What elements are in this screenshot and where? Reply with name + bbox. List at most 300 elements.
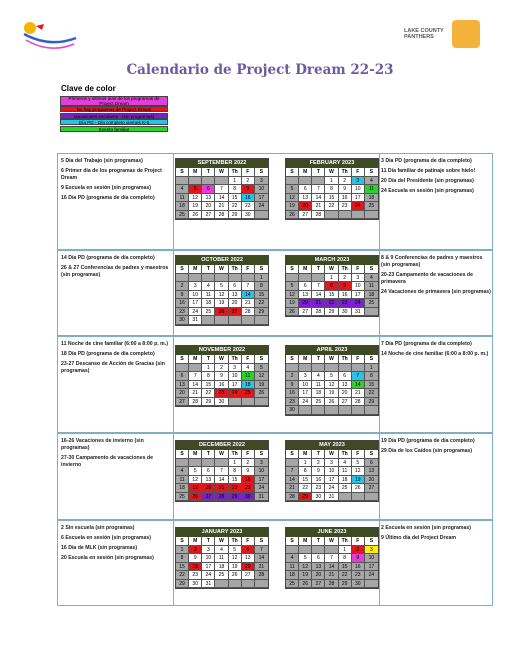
day-cell: 7 bbox=[255, 546, 268, 555]
day-cell: 13 bbox=[202, 194, 215, 203]
day-cell: 14 bbox=[255, 554, 268, 563]
weekday-header: T bbox=[312, 168, 325, 177]
month-calendar bbox=[175, 527, 269, 589]
day-cell: 22 bbox=[202, 389, 215, 398]
day-cell: 24 bbox=[352, 299, 365, 308]
weekday-header: M bbox=[299, 355, 312, 364]
weekday-header: Th bbox=[229, 537, 242, 546]
weekday-header: S bbox=[176, 450, 189, 459]
weekday-header: S bbox=[286, 265, 299, 274]
day-cell: 15 bbox=[176, 563, 189, 572]
day-cell: 17 bbox=[299, 389, 312, 398]
weekday-header: T bbox=[202, 450, 215, 459]
day-cell: 22 bbox=[229, 202, 242, 211]
weekday-header: M bbox=[299, 537, 312, 546]
day-cell: 19 bbox=[255, 381, 268, 390]
day-cell: 6 bbox=[229, 282, 242, 291]
weekday-header: F bbox=[352, 355, 365, 364]
day-cell: 18 bbox=[365, 194, 378, 203]
month-calendar bbox=[285, 158, 379, 220]
day-cell: 1 bbox=[325, 177, 338, 186]
day-cell: 3 bbox=[202, 546, 215, 555]
day-cell: 27 bbox=[176, 398, 189, 407]
day-cell: 6 bbox=[299, 185, 312, 194]
day-cell: 3 bbox=[255, 177, 268, 186]
column-divider bbox=[379, 154, 380, 249]
day-cell bbox=[215, 177, 228, 186]
weekday-header: Th bbox=[229, 265, 242, 274]
weekday-header: W bbox=[215, 265, 228, 274]
weekday-header: M bbox=[189, 168, 202, 177]
month-calendar bbox=[285, 255, 379, 317]
weekday-header: Th bbox=[229, 355, 242, 364]
weekday-header: S bbox=[255, 537, 268, 546]
day-cell: 24 bbox=[229, 389, 242, 398]
weekday-header: W bbox=[325, 355, 338, 364]
day-cell bbox=[242, 398, 255, 407]
day-cell: 20 bbox=[365, 476, 378, 485]
page-title: Calendario de Project Dream 22-23 bbox=[126, 62, 394, 78]
event-note: 5 Día del Trabajo (sin programas) bbox=[61, 158, 143, 164]
day-cell: 23 bbox=[339, 299, 352, 308]
day-cell: 3 bbox=[352, 177, 365, 186]
day-cell bbox=[189, 459, 202, 468]
weekday-header: M bbox=[299, 265, 312, 274]
left-notes bbox=[61, 158, 171, 205]
column-divider bbox=[173, 337, 174, 432]
day-cell: 23 bbox=[286, 398, 299, 407]
weekday-header: T bbox=[202, 537, 215, 546]
left-notes bbox=[61, 255, 171, 282]
day-cell: 26 bbox=[229, 571, 242, 580]
column-divider bbox=[173, 434, 174, 519]
day-cell bbox=[202, 274, 215, 283]
day-cell: 29 bbox=[229, 493, 242, 502]
day-cell: 6 bbox=[176, 372, 189, 381]
day-cell: 11 bbox=[339, 467, 352, 476]
day-cell bbox=[255, 316, 268, 325]
day-cell: 4 bbox=[202, 282, 215, 291]
day-cell: 13 bbox=[299, 194, 312, 203]
day-cell bbox=[255, 398, 268, 407]
day-cell bbox=[215, 580, 228, 589]
day-cell bbox=[299, 546, 312, 555]
day-cell: 28 bbox=[312, 308, 325, 317]
day-cell: 7 bbox=[352, 372, 365, 381]
day-cell: 18 bbox=[339, 476, 352, 485]
day-cell: 26 bbox=[352, 484, 365, 493]
day-cell: 16 bbox=[339, 291, 352, 300]
day-cell: 13 bbox=[176, 381, 189, 390]
day-cell: 16 bbox=[242, 476, 255, 485]
day-cell: 9 bbox=[312, 467, 325, 476]
day-cell: 18 bbox=[176, 202, 189, 211]
day-cell: 30 bbox=[286, 406, 299, 415]
calendar-row bbox=[57, 433, 493, 520]
day-cell: 4 bbox=[215, 546, 228, 555]
day-cell: 13 bbox=[312, 563, 325, 572]
column-divider bbox=[379, 434, 380, 519]
day-cell: 22 bbox=[176, 571, 189, 580]
day-cell: 16 bbox=[189, 563, 202, 572]
event-note: 23-27 Descanso de Acción de Gracias (sin programas) bbox=[61, 361, 165, 374]
weekday-header: F bbox=[352, 265, 365, 274]
day-cell: 27 bbox=[229, 308, 242, 317]
weekday-header: T bbox=[312, 265, 325, 274]
day-cell: 26 bbox=[299, 580, 312, 589]
month-calendar bbox=[175, 440, 269, 502]
event-note: 7 Día PD (programa de día completo) bbox=[381, 341, 472, 347]
day-cell bbox=[325, 211, 338, 220]
weekday-header: S bbox=[365, 168, 378, 177]
event-note: 2 Escuela en sesión (sin programas) bbox=[381, 525, 471, 531]
day-cell: 12 bbox=[286, 291, 299, 300]
day-cell: 8 bbox=[229, 467, 242, 476]
day-cell: 22 bbox=[365, 389, 378, 398]
day-cell: 24 bbox=[255, 484, 268, 493]
day-cell: 11 bbox=[242, 372, 255, 381]
day-cell bbox=[215, 316, 228, 325]
day-cell: 23 bbox=[176, 308, 189, 317]
weekday-header: S bbox=[255, 450, 268, 459]
day-cell: 27 bbox=[242, 571, 255, 580]
day-grid bbox=[176, 537, 268, 588]
day-cell: 9 bbox=[189, 554, 202, 563]
day-cell: 30 bbox=[352, 580, 365, 589]
day-cell: 6 bbox=[242, 546, 255, 555]
month-calendar bbox=[285, 345, 379, 416]
day-cell: 8 bbox=[229, 185, 242, 194]
day-cell bbox=[202, 316, 215, 325]
event-note: 19 Día PD (programa de día completo) bbox=[381, 438, 475, 444]
day-cell: 2 bbox=[312, 459, 325, 468]
day-cell: 26 bbox=[286, 308, 299, 317]
day-cell: 15 bbox=[229, 476, 242, 485]
day-cell: 16 bbox=[242, 194, 255, 203]
day-cell bbox=[352, 406, 365, 415]
column-divider bbox=[379, 251, 380, 335]
day-cell bbox=[299, 274, 312, 283]
column-divider bbox=[173, 154, 174, 249]
day-cell: 19 bbox=[215, 299, 228, 308]
day-cell: 22 bbox=[325, 299, 338, 308]
day-cell: 11 bbox=[365, 282, 378, 291]
day-cell: 11 bbox=[286, 563, 299, 572]
day-cell bbox=[312, 364, 325, 373]
day-cell: 28 bbox=[255, 571, 268, 580]
day-cell: 10 bbox=[255, 467, 268, 476]
day-cell: 3 bbox=[189, 282, 202, 291]
day-cell: 7 bbox=[312, 185, 325, 194]
day-cell: 14 bbox=[312, 194, 325, 203]
day-cell: 27 bbox=[299, 308, 312, 317]
event-note: 27-30 Campamento de vacaciones de invierno bbox=[61, 455, 153, 468]
day-cell: 21 bbox=[242, 299, 255, 308]
day-cell: 5 bbox=[229, 546, 242, 555]
day-cell: 16 bbox=[176, 299, 189, 308]
weekday-header: S bbox=[286, 537, 299, 546]
weekday-header: W bbox=[215, 168, 228, 177]
day-cell: 3 bbox=[365, 546, 378, 555]
day-cell: 24 bbox=[365, 571, 378, 580]
right-notes bbox=[381, 525, 492, 545]
day-cell: 13 bbox=[365, 467, 378, 476]
column-divider bbox=[173, 521, 174, 605]
day-cell bbox=[325, 406, 338, 415]
day-cell bbox=[229, 398, 242, 407]
day-cell: 27 bbox=[202, 211, 215, 220]
day-cell: 20 bbox=[299, 202, 312, 211]
month-calendar bbox=[285, 527, 379, 589]
day-cell: 10 bbox=[255, 185, 268, 194]
day-cell bbox=[176, 274, 189, 283]
weekday-header: T bbox=[202, 168, 215, 177]
day-cell: 31 bbox=[202, 580, 215, 589]
month-title: JUNE 2023 bbox=[286, 528, 378, 537]
day-cell: 18 bbox=[242, 381, 255, 390]
weekday-header: M bbox=[189, 265, 202, 274]
day-cell: 13 bbox=[242, 554, 255, 563]
weekday-header: F bbox=[242, 537, 255, 546]
day-cell: 25 bbox=[215, 571, 228, 580]
day-cell bbox=[365, 308, 378, 317]
day-cell: 13 bbox=[299, 291, 312, 300]
day-cell: 10 bbox=[229, 372, 242, 381]
right-notes bbox=[381, 158, 492, 198]
day-cell: 27 bbox=[202, 493, 215, 502]
day-cell: 4 bbox=[365, 274, 378, 283]
day-cell: 3 bbox=[325, 459, 338, 468]
day-cell bbox=[176, 177, 189, 186]
day-cell: 31 bbox=[189, 316, 202, 325]
day-cell: 19 bbox=[189, 202, 202, 211]
weekday-header: F bbox=[242, 450, 255, 459]
day-cell: 31 bbox=[325, 493, 338, 502]
column-divider bbox=[379, 337, 380, 432]
day-cell: 5 bbox=[325, 372, 338, 381]
day-cell bbox=[286, 546, 299, 555]
day-cell: 19 bbox=[286, 299, 299, 308]
event-note: 6 Primer día de los programas de Project Dream bbox=[61, 168, 162, 181]
day-cell: 15 bbox=[229, 194, 242, 203]
event-note: 14 Día PD (programa de día completo) bbox=[61, 255, 155, 261]
day-cell bbox=[339, 364, 352, 373]
day-cell: 20 bbox=[339, 389, 352, 398]
day-cell: 30 bbox=[215, 398, 228, 407]
month-title: MAY 2023 bbox=[286, 441, 378, 450]
day-cell bbox=[215, 459, 228, 468]
day-cell: 1 bbox=[325, 274, 338, 283]
day-cell bbox=[286, 364, 299, 373]
day-cell bbox=[229, 580, 242, 589]
event-note: 2 Sin escuela (sin programas) bbox=[61, 525, 135, 531]
month-title: JANUARY 2023 bbox=[176, 528, 268, 537]
day-cell: 17 bbox=[229, 381, 242, 390]
day-cell: 22 bbox=[255, 299, 268, 308]
day-cell: 13 bbox=[339, 381, 352, 390]
day-grid bbox=[286, 450, 378, 501]
day-cell bbox=[242, 580, 255, 589]
day-cell: 28 bbox=[352, 398, 365, 407]
event-note: 20 Escuela en sesión (sin programas) bbox=[61, 555, 154, 561]
day-cell: 9 bbox=[242, 467, 255, 476]
day-cell: 23 bbox=[339, 202, 352, 211]
day-cell bbox=[299, 406, 312, 415]
day-cell: 10 bbox=[299, 381, 312, 390]
day-cell: 8 bbox=[339, 554, 352, 563]
day-cell: 21 bbox=[255, 563, 268, 572]
day-cell: 21 bbox=[352, 389, 365, 398]
event-note: 16-26 Vacaciones de invierno (sin programas) bbox=[61, 438, 144, 451]
day-cell: 17 bbox=[255, 476, 268, 485]
day-cell: 22 bbox=[325, 202, 338, 211]
day-cell: 21 bbox=[312, 299, 325, 308]
day-cell bbox=[312, 274, 325, 283]
day-grid bbox=[176, 355, 268, 406]
day-cell: 30 bbox=[312, 493, 325, 502]
day-grid bbox=[176, 450, 268, 501]
day-cell: 11 bbox=[202, 291, 215, 300]
day-cell: 15 bbox=[365, 381, 378, 390]
day-cell: 25 bbox=[176, 493, 189, 502]
day-cell bbox=[189, 177, 202, 186]
day-cell bbox=[189, 274, 202, 283]
month-title: NOVEMBER 2022 bbox=[176, 346, 268, 355]
day-cell: 2 bbox=[176, 282, 189, 291]
weekday-header: W bbox=[325, 537, 338, 546]
day-cell: 8 bbox=[325, 282, 338, 291]
day-cell: 28 bbox=[242, 308, 255, 317]
day-cell: 3 bbox=[229, 364, 242, 373]
weekday-header: M bbox=[189, 355, 202, 364]
day-cell: 7 bbox=[325, 554, 338, 563]
day-cell bbox=[339, 211, 352, 220]
month-title: SEPTEMBER 2022 bbox=[176, 159, 268, 168]
day-cell: 26 bbox=[189, 211, 202, 220]
day-cell: 22 bbox=[229, 484, 242, 493]
day-cell: 3 bbox=[352, 274, 365, 283]
day-cell: 9 bbox=[286, 381, 299, 390]
day-cell: 27 bbox=[339, 398, 352, 407]
weekday-header: S bbox=[286, 355, 299, 364]
day-cell bbox=[255, 211, 268, 220]
month-title: MARCH 2023 bbox=[286, 256, 378, 265]
day-cell: 9 bbox=[242, 185, 255, 194]
legend-item: No hay programas de Project Dream bbox=[60, 106, 168, 112]
day-cell: 24 bbox=[325, 484, 338, 493]
weekday-header: F bbox=[242, 265, 255, 274]
day-cell: 12 bbox=[255, 372, 268, 381]
day-cell bbox=[325, 364, 338, 373]
day-cell: 7 bbox=[286, 467, 299, 476]
day-cell: 25 bbox=[286, 580, 299, 589]
day-cell: 14 bbox=[352, 381, 365, 390]
day-cell: 24 bbox=[255, 202, 268, 211]
day-cell: 20 bbox=[299, 299, 312, 308]
column-divider bbox=[173, 251, 174, 335]
day-cell: 22 bbox=[299, 484, 312, 493]
day-cell: 28 bbox=[189, 398, 202, 407]
day-cell: 9 bbox=[352, 554, 365, 563]
day-cell: 23 bbox=[242, 484, 255, 493]
month-calendar bbox=[175, 158, 269, 220]
right-notes bbox=[381, 341, 492, 361]
month-calendar bbox=[175, 345, 269, 407]
month-title: DECEMBER 2022 bbox=[176, 441, 268, 450]
day-cell: 5 bbox=[286, 282, 299, 291]
day-cell: 5 bbox=[189, 185, 202, 194]
event-note: 16 Día PD (programa de día completo) bbox=[61, 195, 155, 201]
day-cell: 4 bbox=[312, 372, 325, 381]
day-cell: 24 bbox=[189, 308, 202, 317]
weekday-header: T bbox=[312, 537, 325, 546]
day-cell: 7 bbox=[189, 372, 202, 381]
day-cell: 8 bbox=[299, 467, 312, 476]
day-cell: 25 bbox=[365, 299, 378, 308]
day-cell: 22 bbox=[339, 571, 352, 580]
day-cell: 21 bbox=[215, 202, 228, 211]
legend-item: Evento familiar bbox=[60, 126, 168, 132]
day-cell: 23 bbox=[215, 389, 228, 398]
day-cell bbox=[365, 406, 378, 415]
weekday-header: F bbox=[352, 168, 365, 177]
day-cell bbox=[202, 459, 215, 468]
calendar-row bbox=[57, 250, 493, 336]
weekday-header: M bbox=[189, 537, 202, 546]
event-note: 8 & 9 Conferencias de padres y maestros (sin programas) bbox=[381, 255, 483, 268]
day-cell: 18 bbox=[215, 563, 228, 572]
weekday-header: S bbox=[255, 265, 268, 274]
day-cell: 3 bbox=[255, 459, 268, 468]
day-cell: 29 bbox=[255, 308, 268, 317]
day-grid bbox=[286, 265, 378, 316]
day-cell bbox=[352, 211, 365, 220]
right-notes bbox=[381, 438, 492, 458]
day-cell: 20 bbox=[202, 202, 215, 211]
day-cell: 9 bbox=[215, 372, 228, 381]
day-cell: 18 bbox=[286, 571, 299, 580]
day-cell: 30 bbox=[242, 493, 255, 502]
day-cell: 1 bbox=[299, 459, 312, 468]
weekday-header: S bbox=[365, 355, 378, 364]
day-cell: 2 bbox=[339, 274, 352, 283]
left-notes bbox=[61, 525, 171, 565]
weekday-header: Th bbox=[339, 355, 352, 364]
weekday-header: S bbox=[365, 265, 378, 274]
day-cell: 25 bbox=[312, 398, 325, 407]
day-cell: 30 bbox=[242, 211, 255, 220]
day-cell: 23 bbox=[352, 571, 365, 580]
day-cell: 1 bbox=[229, 459, 242, 468]
event-note: 9 Último día del Project Dream bbox=[381, 535, 456, 541]
day-cell: 5 bbox=[352, 459, 365, 468]
day-cell: 29 bbox=[365, 398, 378, 407]
weekday-header: S bbox=[176, 355, 189, 364]
day-cell: 8 bbox=[176, 554, 189, 563]
day-cell bbox=[176, 459, 189, 468]
weekday-header: W bbox=[325, 168, 338, 177]
day-cell: 11 bbox=[176, 194, 189, 203]
weekday-header: M bbox=[299, 168, 312, 177]
day-cell bbox=[286, 177, 299, 186]
day-cell: 29 bbox=[325, 308, 338, 317]
day-cell: 14 bbox=[312, 291, 325, 300]
weekday-header: Th bbox=[339, 265, 352, 274]
day-cell: 26 bbox=[255, 389, 268, 398]
day-cell: 11 bbox=[365, 185, 378, 194]
day-cell: 12 bbox=[325, 381, 338, 390]
day-grid bbox=[286, 168, 378, 219]
